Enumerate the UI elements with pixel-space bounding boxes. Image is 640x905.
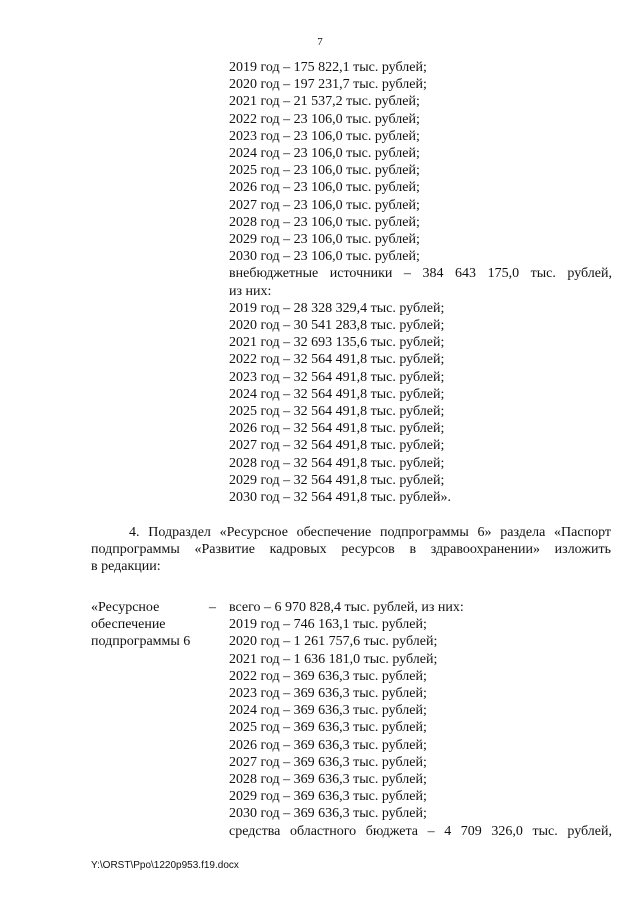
label-dash: – (209, 600, 216, 615)
funding-line: 2029 год – 23 106,0 тыс. рублей; (229, 232, 420, 248)
funding-block-3 (229, 599, 612, 840)
funding-line: 2024 год – 32 564 491,8 тыс. рублей; (229, 386, 445, 402)
funding-line: 2028 год – 369 636,3 тыс. рублей; (229, 772, 427, 788)
funding-line: 2020 год – 197 231,7 тыс. рублей; (229, 77, 427, 93)
funding-line: 2020 год – 1 261 757,6 тыс. рублей; (229, 634, 438, 650)
funding-line: 2019 год – 746 163,1 тыс. рублей; (229, 617, 427, 633)
resource-label (91, 599, 211, 651)
funding-line: 2021 год – 1 636 181,0 тыс. рублей; (229, 651, 438, 667)
funding-line: 2030 год – 32 564 491,8 тыс. рублей». (229, 490, 451, 506)
funding-line: 2024 год – 23 106,0 тыс. рублей; (229, 146, 420, 162)
funding-line: 2022 год – 32 564 491,8 тыс. рублей; (229, 352, 445, 368)
funding-line: 2019 год – 28 328 329,4 тыс. рублей; (229, 300, 445, 316)
extra-sources-total: внебюджетные источники – 384 643 175,0 тыс. рублей, (229, 266, 612, 282)
funding-line: 2025 год – 23 106,0 тыс. рублей; (229, 163, 420, 179)
paragraph-line: подпрограммы «Развитие кадровых ресурсов в здравоохранении» изложить (91, 542, 611, 558)
funding-line: 2026 год – 369 636,3 тыс. рублей; (229, 737, 427, 753)
funding-line: 2024 год – 369 636,3 тыс. рублей; (229, 703, 427, 719)
funding-line: 2023 год – 32 564 491,8 тыс. рублей; (229, 369, 445, 385)
funding-line: 2023 год – 23 106,0 тыс. рублей; (229, 128, 420, 144)
funding-line: 2027 год – 23 106,0 тыс. рублей; (229, 197, 420, 213)
funding-line: 2020 год – 30 541 283,8 тыс. рублей; (229, 318, 445, 334)
regional-budget-total: средства областного бюджета – 4 709 326,0 тыс. рублей, (229, 823, 612, 839)
funding-line: 2026 год – 23 106,0 тыс. рублей; (229, 180, 420, 196)
funding-line: 2027 год – 369 636,3 тыс. рублей; (229, 754, 427, 770)
file-path-footer: Y:\ORST\Ppo\1220p953.f19.docx (91, 860, 239, 871)
funding-line: 2030 год – 23 106,0 тыс. рублей; (229, 249, 420, 265)
funding-line: 2022 год – 23 106,0 тыс. рублей; (229, 111, 420, 127)
funding-line: 2030 год – 369 636,3 тыс. рублей; (229, 806, 427, 822)
resource-label-line: обеспечение (91, 617, 166, 633)
funding-line: 2028 год – 23 106,0 тыс. рублей; (229, 214, 420, 230)
funding-line: 2021 год – 32 693 135,6 тыс. рублей; (229, 335, 445, 351)
funding-line: 2026 год – 32 564 491,8 тыс. рублей; (229, 421, 445, 437)
funding-line: 2029 год – 369 636,3 тыс. рублей; (229, 789, 427, 805)
section-4-paragraph (91, 524, 611, 576)
funding-line: 2022 год – 369 636,3 тыс. рублей; (229, 668, 427, 684)
resource-label-line: «Ресурсное (91, 600, 160, 615)
funding-line: 2025 год – 369 636,3 тыс. рублей; (229, 720, 427, 736)
extra-sources-of-which: из них: (229, 283, 272, 299)
paragraph-line: в редакции: (91, 559, 161, 575)
funding-total: всего – 6 970 828,4 тыс. рублей, из них: (229, 600, 464, 615)
funding-line: 2027 год – 32 564 491,8 тыс. рублей; (229, 438, 445, 454)
funding-line: 2029 год – 32 564 491,8 тыс. рублей; (229, 472, 445, 488)
funding-block-1 (229, 59, 612, 506)
funding-line: 2019 год – 175 822,1 тыс. рублей; (229, 60, 427, 75)
page-number: 7 (317, 36, 323, 48)
resource-label-line: подпрограммы 6 (91, 634, 191, 650)
paragraph-line: 4. Подраздел «Ресурсное обеспечение подпрограммы 6» раздела «Паспорт (129, 525, 611, 540)
funding-line: 2025 год – 32 564 491,8 тыс. рублей; (229, 404, 445, 420)
funding-line: 2028 год – 32 564 491,8 тыс. рублей; (229, 455, 445, 471)
funding-line: 2021 год – 21 537,2 тыс. рублей; (229, 94, 420, 110)
funding-line: 2023 год – 369 636,3 тыс. рублей; (229, 686, 427, 702)
